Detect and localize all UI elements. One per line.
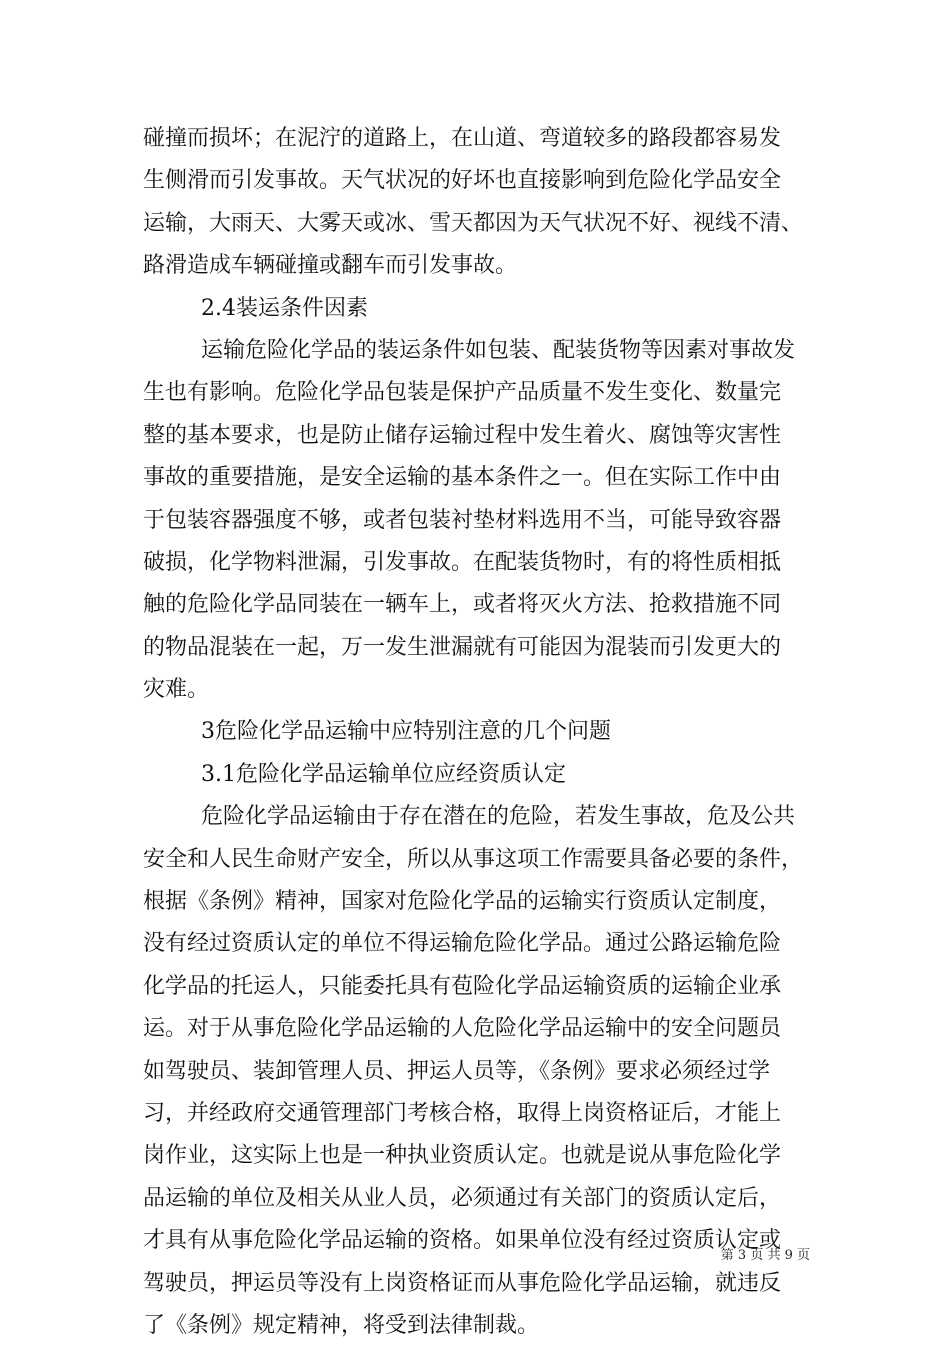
document-body (143, 118, 813, 1347)
text-line: 化学品的托运人，只能委托具有苞险化学品运输资质的运输企业承 (143, 973, 782, 999)
text-line: 了《条例》规定精神，将受到法律制裁。 (143, 1312, 540, 1338)
page-number: 第 3 页 共 9 页 (720, 1248, 810, 1263)
text-line: 才具有从事危险化学品运输的资格。如果单位没有经过资质认定或 (143, 1228, 782, 1254)
text-line: 品运输的单位及相关从业人员，必须通过有关部门的资质认定后， (143, 1185, 782, 1211)
text-line: 根据《条例》精神，国家对危险化学品的运输实行资质认定制度， (143, 889, 782, 915)
text-line: 整的基本要求，也是防止储存运输过程中发生着火、腐蚀等灾害性 (143, 422, 782, 448)
text-line: 运输危险化学品的装运条件如包装、配装货物等因素对事故发 (201, 337, 796, 363)
text-line: 生也有影响。危险化学品包装是保护产品质量不发生变化、数量完 (143, 380, 782, 406)
text-line: 没有经过资质认定的单位不得运输危险化学品。通过公路运输危险 (143, 931, 782, 957)
text-line: 生侧滑而引发事故。天气状况的好坏也直接影响到危险化学品安全 (143, 168, 782, 194)
text-line: 灾难。 (143, 677, 210, 703)
text-line: 如驾驶员、装卸管理人员、押运人员等，《条例》要求必须经过学 (143, 1058, 771, 1084)
text-line: 3危险化学品运输中应特别注意的几个问题 (201, 719, 611, 745)
text-line: 碰撞而损坏；在泥泞的道路上，在山道、弯道较多的路段都容易发 (143, 126, 782, 151)
text-line: 路滑造成车辆碰撞或翻车而引发事故。 (143, 253, 518, 279)
text-line: 破损，化学物料泄漏，引发事故。在配装货物时，有的将性质相抵 (143, 549, 782, 575)
text-line: 于包装容器强度不够，或者包装衬垫材料选用不当，可能导致容器 (143, 507, 782, 533)
text-line: 事故的重要措施，是安全运输的基本条件之一。但在实际工作中由 (143, 465, 782, 491)
text-line: 岗作业，这实际上也是一种执业资质认定。也就是说从事危险化学 (143, 1143, 782, 1169)
text-line: 3.1危险化学品运输单位应经资质认定 (201, 761, 566, 787)
text-line: 运。对于从事危险化学品运输的人危险化学品运输中的安全问题员 (143, 1016, 782, 1042)
text-line: 运输，大雨天、大雾天或冰、雪天都因为天气状况不好、视线不清、 (143, 210, 804, 236)
text-line: 2.4装运条件因素 (201, 295, 368, 321)
text-line: 触的危险化学品同装在一辆车上，或者将灭火方法、抢救措施不同 (143, 592, 782, 618)
text-line: 的物品混装在一起，万一发生泄漏就有可能因为混装而引发更大的 (143, 634, 782, 660)
text-line: 安全和人民生命财产安全，所以从事这项工作需要具备必要的条件， (143, 846, 804, 872)
text-line: 习，并经政府交通管理部门考核合格，取得上岗资格证后，才能上 (143, 1100, 782, 1126)
text-line: 驾驶员，押运员等没有上岗资格证而从事危险化学品运输，就违反 (143, 1270, 782, 1296)
text-line: 危险化学品运输由于存在潜在的危险，若发生事故，危及公共 (201, 804, 796, 830)
